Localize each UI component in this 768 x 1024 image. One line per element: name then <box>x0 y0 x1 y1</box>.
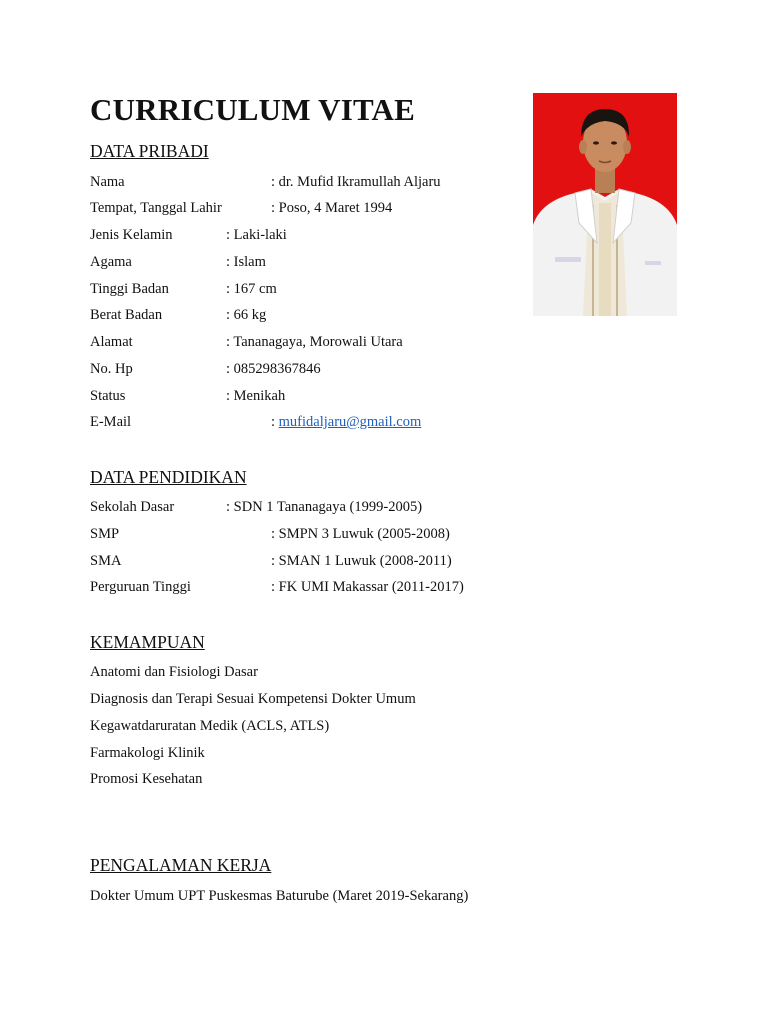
experience-item: Dokter Umum UPT Puskesmas Baturube (Maret 2019-Sekarang) <box>90 888 469 904</box>
info-label: Alamat <box>90 334 133 350</box>
section-heading-education: DATA PENDIDIKAN <box>90 467 247 487</box>
skill-item: Anatomi dan Fisiologi Dasar <box>90 664 258 680</box>
info-label: No. Hp <box>90 361 133 377</box>
info-value: : 66 kg <box>226 307 267 323</box>
education-label: Perguruan Tinggi <box>90 579 191 595</box>
info-value: : 167 cm <box>226 281 277 297</box>
education-value: : FK UMI Makassar (2011-2017) <box>271 579 464 595</box>
education-value: : SMPN 3 Luwuk (2005-2008) <box>271 526 450 542</box>
education-label: SMA <box>90 553 122 569</box>
info-value: : Tananagaya, Morowali Utara <box>226 334 403 350</box>
info-label: Agama <box>90 254 132 270</box>
education-label: SMP <box>90 526 120 542</box>
info-label: Jenis Kelamin <box>90 227 173 243</box>
info-value: : Menikah <box>226 388 286 404</box>
section-heading-personal: DATA PRIBADI <box>90 141 209 161</box>
email-separator: : <box>271 414 279 430</box>
skill-item: Farmakologi Klinik <box>90 745 205 761</box>
info-value: : Laki-laki <box>226 227 287 243</box>
document-title: CURRICULUM VITAE <box>90 92 415 127</box>
email-link[interactable]: mufidaljaru@gmail.com <box>278 414 422 430</box>
info-label: Berat Badan <box>90 307 163 323</box>
info-label: E-Mail <box>90 414 132 430</box>
info-value: : dr. Mufid Ikramullah Aljaru <box>271 174 441 190</box>
info-value: : Islam <box>226 254 266 270</box>
skill-item: Promosi Kesehatan <box>90 771 203 787</box>
profile-photo <box>533 93 677 316</box>
education-value: : SMAN 1 Luwuk (2008-2011) <box>271 553 452 569</box>
info-label: Nama <box>90 174 125 190</box>
skill-item: Kegawatdaruratan Medik (ACLS, ATLS) <box>90 718 330 734</box>
skill-item: Diagnosis dan Terapi Sesuai Kompetensi Dokter Umum <box>90 691 416 707</box>
info-label: Status <box>90 388 126 404</box>
info-label: Tinggi Badan <box>90 281 169 297</box>
info-value: : 085298367846 <box>226 361 321 377</box>
info-label: Tempat, Tanggal Lahir <box>90 200 222 216</box>
education-label: Sekolah Dasar <box>90 499 175 515</box>
education-value: : SDN 1 Tananagaya (1999-2005) <box>226 499 423 515</box>
info-value: : Poso, 4 Maret 1994 <box>271 200 393 216</box>
section-heading-skills: KEMAMPUAN <box>90 632 205 652</box>
info-value <box>271 412 421 432</box>
section-heading-experience: PENGALAMAN KERJA <box>90 855 272 875</box>
